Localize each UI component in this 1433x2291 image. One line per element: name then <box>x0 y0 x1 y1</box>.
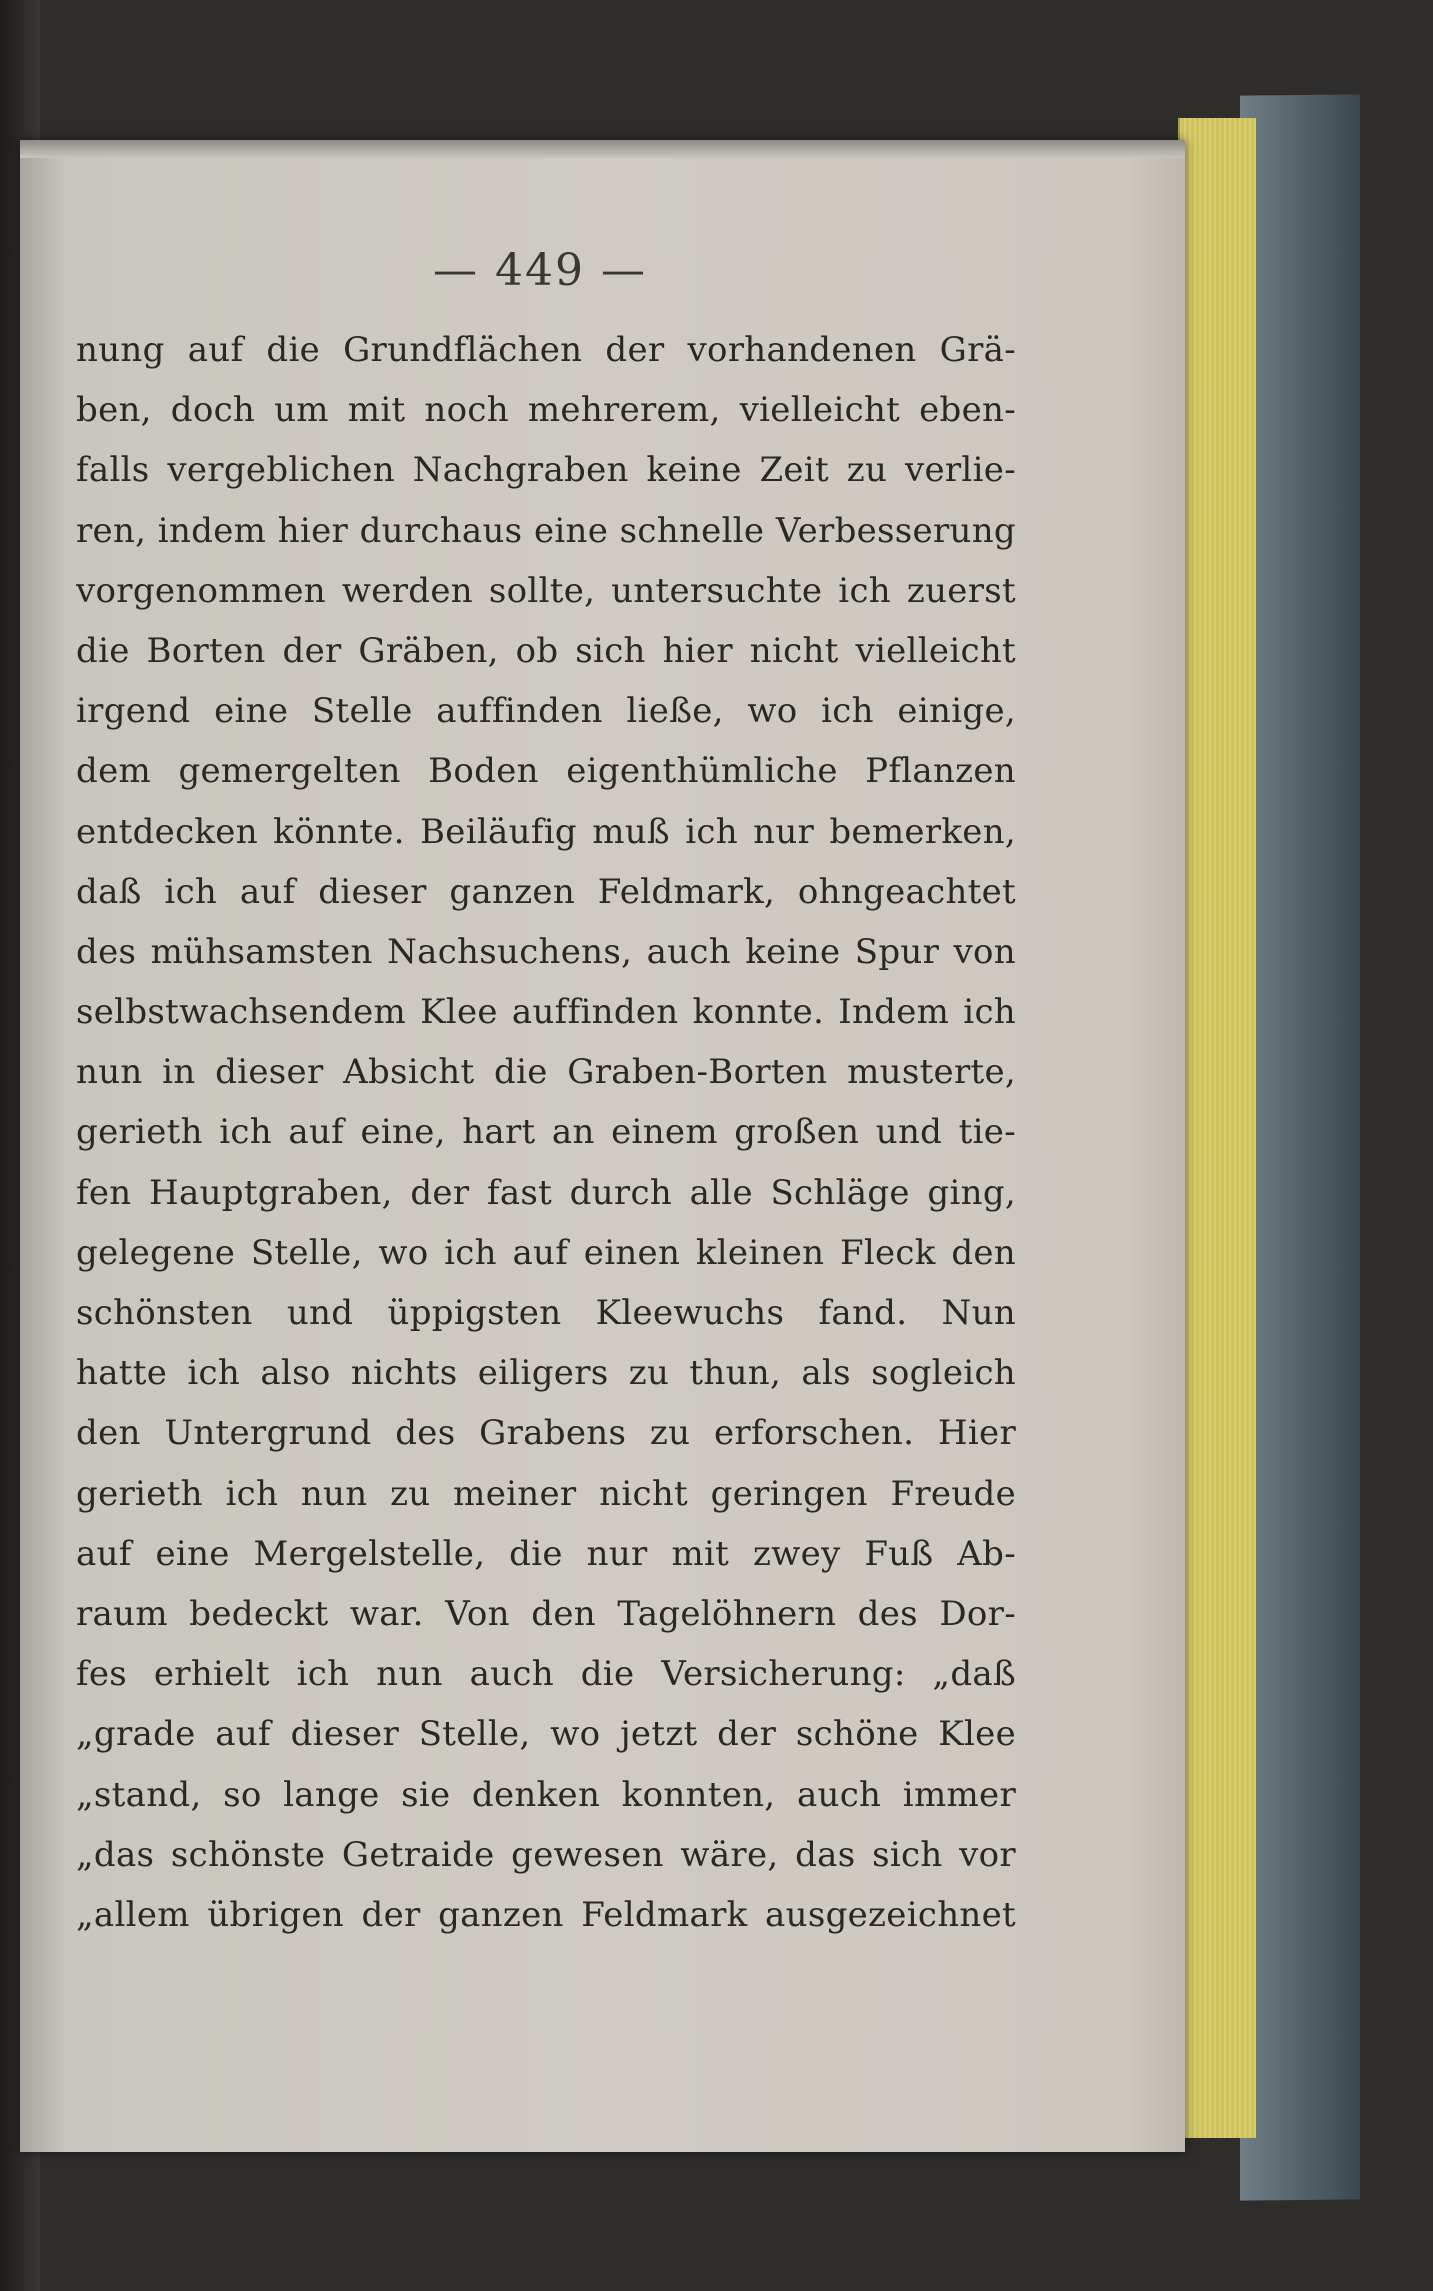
text-line: „grade auf dieser Stelle, wo jetzt der schöne Klee <box>76 1714 1016 1755</box>
text-line: den Untergrund des Grabens zu erforschen. Hier <box>76 1413 1016 1454</box>
text-line: nun in dieser Absicht die Graben-Borten musterte, <box>76 1052 1016 1093</box>
text-line: gerieth ich nun zu meiner nicht geringen Freude <box>76 1473 1016 1514</box>
text-line: „stand, so lange sie denken konnten, auch immer <box>76 1774 1016 1815</box>
text-line: daß ich auf dieser ganzen Feldmark, ohngeachtet <box>76 871 1016 912</box>
text-line: schönsten und üppigsten Kleewuchs fand. Nun <box>76 1293 1016 1333</box>
text-line: irgend eine Stelle auffinden ließe, wo ich einige, <box>76 691 1016 732</box>
book-page <box>20 140 1185 2152</box>
text-line: die Borten der Gräben, ob sich hier nicht vielleicht <box>76 630 1016 671</box>
page-edges <box>1178 118 1256 2138</box>
text-line: „allem übrigen der ganzen Feldmark ausgezeichnet <box>76 1894 1016 1935</box>
text-line: hatte ich also nichts eiligers zu thun, als sogleich <box>76 1353 1016 1394</box>
text-line: gerieth ich auf eine, hart an einem großen und tie- <box>76 1112 1016 1153</box>
text-line: falls vergeblichen Nachgraben keine Zeit zu verlie- <box>76 450 1016 491</box>
text-line: ben, doch um mit noch mehrerem, vielleicht eben- <box>76 390 1016 431</box>
text-line: fes erhielt ich nun auch die Versicherung: „daß <box>76 1654 1016 1695</box>
text-line: selbstwachsendem Klee auffinden konnte. Indem ich <box>76 992 1016 1033</box>
text-line: nung auf die Grundflächen der vorhandenen Grä- <box>76 330 1016 370</box>
text-line: vorgenommen werden sollte, untersuchte ich zuerst <box>76 570 1016 611</box>
text-line: auf eine Mergelstelle, die nur mit zwey Fuß Ab- <box>76 1533 1016 1574</box>
text-line: ren, indem hier durchaus eine schnelle Verbesserung <box>76 510 1016 551</box>
page-top-shadow <box>20 140 1185 158</box>
text-line: gelegene Stelle, wo ich auf einen kleinen Fleck den <box>76 1232 1016 1273</box>
text-line: „das schönste Getraide gewesen wäre, das sich vor <box>76 1834 1016 1875</box>
text-line: fen Hauptgraben, der fast durch alle Schläge ging, <box>76 1172 1016 1213</box>
body-text <box>76 320 1016 1945</box>
page-number: — 449 — <box>433 245 647 296</box>
book-cover-board <box>1240 94 1360 2200</box>
text-line: des mühsamsten Nachsuchens, auch keine Spur von <box>76 931 1016 972</box>
text-line: raum bedeckt war. Von den Tagelöhnern des Dor- <box>76 1593 1016 1634</box>
text-line: dem gemergelten Boden eigenthümliche Pflanzen <box>76 751 1016 792</box>
text-line: entdecken könnte. Beiläufig muß ich nur bemerken, <box>76 811 1016 852</box>
